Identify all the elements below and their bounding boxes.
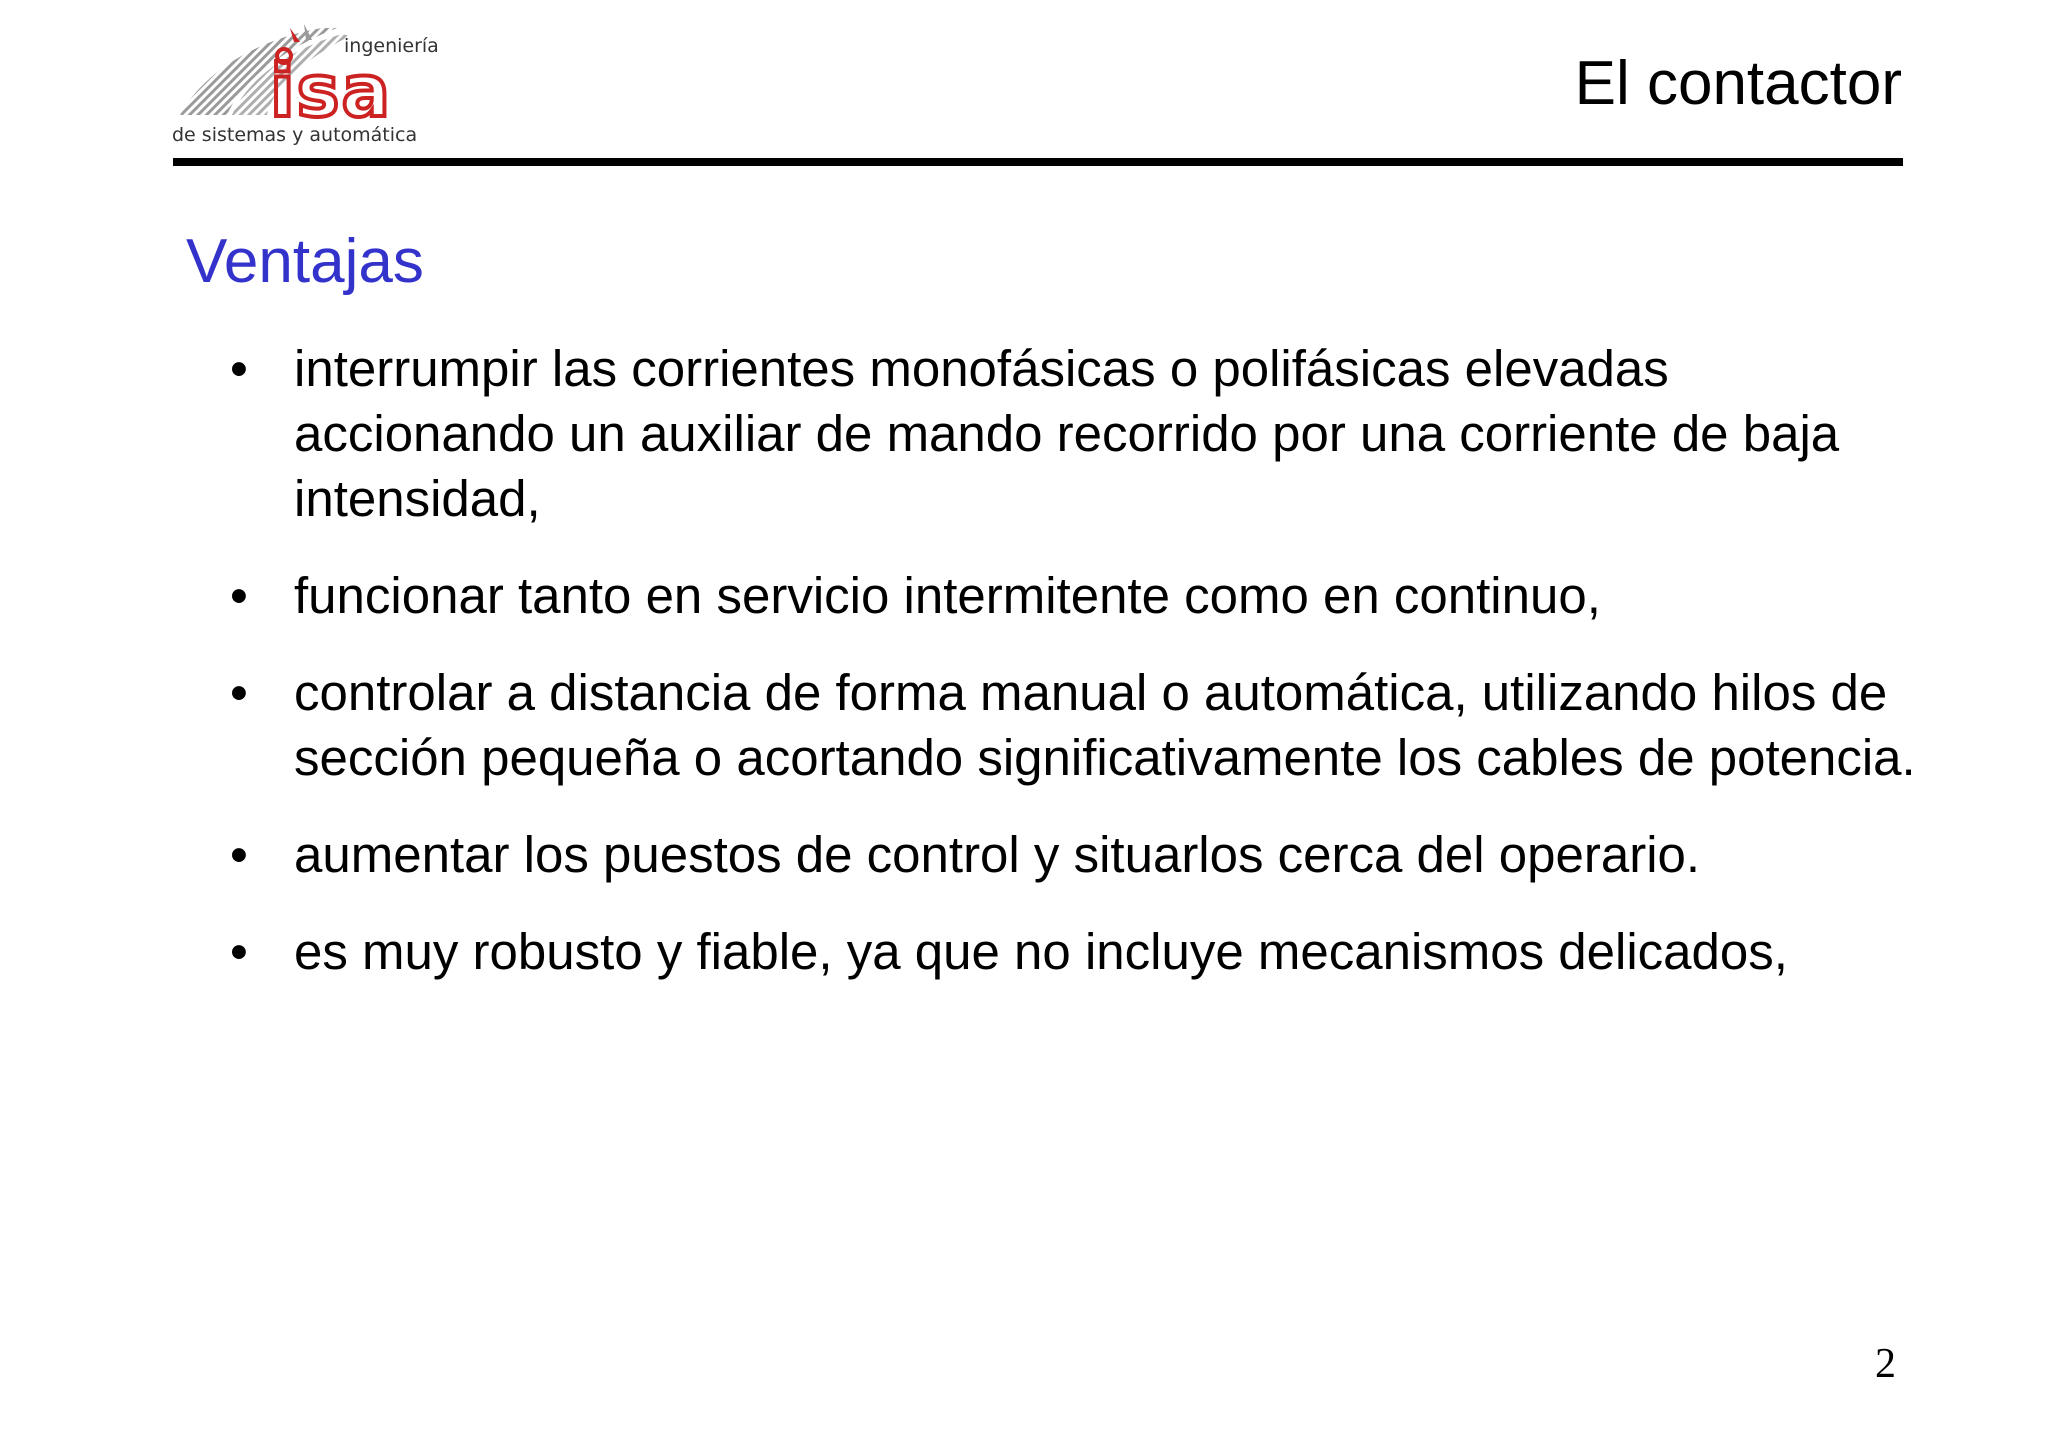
isa-logo (172, 20, 442, 150)
bullet-list (230, 336, 1920, 1016)
logo-bottom-text: de sistemas y automática (172, 124, 418, 146)
bullet-marker: • (230, 923, 248, 980)
bullet-text: controlar a distancia de forma manual o automática, utilizando hilos de sección pequeña o acortando significativamente los cables de potencia. (294, 664, 1916, 786)
slide-title: El contactor (1574, 49, 1902, 118)
bullet-marker: • (230, 664, 248, 721)
bullet-item (230, 822, 1920, 887)
bullet-text: interrumpir las corrientes monofásicas o polifásicas elevadas accionando un auxiliar de mando recorrido por una corriente de baja intensidad, (294, 340, 1840, 527)
isa-logo-graphic (172, 20, 442, 150)
bullet-text: es muy robusto y fiable, ya que no incluye mecanismos delicados, (294, 923, 1788, 980)
bullet-item (230, 919, 1920, 984)
bullet-item (230, 563, 1920, 628)
section-heading: Ventajas (186, 227, 424, 296)
logo-main-text: isa (270, 49, 393, 133)
logo-top-text: ingeniería (344, 35, 439, 57)
bullet-text: funcionar tanto en servicio intermitente como en continuo, (294, 567, 1601, 624)
bullet-marker: • (230, 826, 248, 883)
header-divider (173, 158, 1903, 166)
bullet-marker: • (230, 567, 248, 624)
bullet-item (230, 660, 1920, 790)
bullet-item (230, 336, 1920, 531)
bullet-text: aumentar los puestos de control y situarlos cerca del operario. (294, 826, 1701, 883)
page-number: 2 (1875, 1341, 1896, 1387)
bullet-marker: • (230, 340, 248, 397)
